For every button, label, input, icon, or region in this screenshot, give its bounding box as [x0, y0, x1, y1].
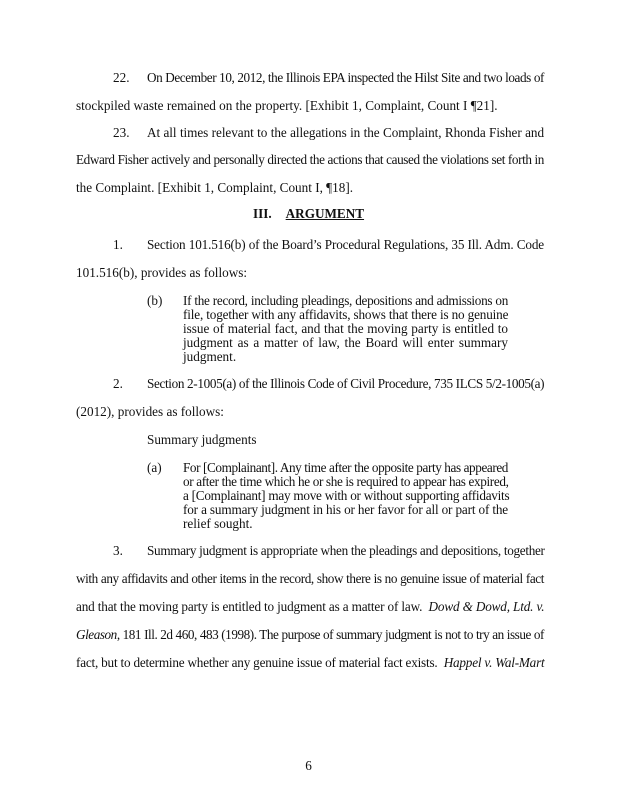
text-run: fact, but to determine whether any genuine issue of material fact exists. [76, 655, 438, 670]
paragraph-number: 23. [113, 125, 130, 140]
paragraph-22-line: On December 10, 2012, the Illinois EPA inspected the Hilst Site and two loads of [147, 70, 544, 85]
paragraph-number: 22. [113, 70, 130, 85]
paragraph-23-line: Edward Fisher actively and personally directed the actions that caused the violations set forth in [76, 152, 544, 167]
paragraph-23-line: At all times relevant to the allegations in the Complaint, Rhonda Fisher and [147, 125, 544, 140]
section-number: III. [252, 206, 272, 221]
argument-3-line [76, 599, 544, 615]
quote-label: (b) [147, 293, 163, 308]
argument-1-line: Section 101.516(b) of the Board’s Procedural Regulations, 35 Ill. Adm. Code [147, 237, 544, 252]
section-title: ARGUMENT [285, 206, 365, 221]
block-quote-line: file, together with any affidavits, shows that there is no genuine [183, 307, 509, 322]
block-quote-line: a [Complainant] may move with or without supporting affidavits [183, 488, 510, 503]
text-run: and that the moving party is entitled to judgment as a matter of law. [76, 599, 423, 614]
paragraph-23-line: the Complaint. [Exhibit 1, Complaint, Count I, ¶18]. [76, 180, 354, 195]
argument-3-line [76, 655, 544, 671]
paragraph-number: 1. [113, 237, 123, 252]
block-quote-line: judgment as a matter of law, the Board will enter summary [183, 335, 508, 350]
section-heading [0, 206, 617, 222]
quote-label: (a) [147, 460, 162, 475]
paragraph-22-line: stockpiled waste remained on the property. [Exhibit 1, Complaint, Count I ¶21]. [76, 98, 498, 113]
block-quote-line: issue of material fact, and that the moving party is entitled to [183, 321, 508, 336]
quote-caption: Summary judgments [147, 432, 257, 447]
block-quote-line: relief sought. [183, 516, 253, 531]
block-quote-line: or after the time which he or she is required to appear has expired, [183, 474, 509, 489]
paragraph-number: 3. [113, 543, 123, 558]
argument-3-line: Summary judgment is appropriate when the pleadings and depositions, together [147, 543, 545, 558]
argument-2-line: Section 2-1005(a) of the Illinois Code of Civil Procedure, 735 ILCS 5/2-1005(a) [147, 376, 545, 391]
argument-3-line [76, 627, 544, 643]
page-number: 6 [305, 758, 312, 773]
case-citation: Dowd & Dowd, Ltd. v. [428, 599, 545, 614]
paragraph-number: 2. [113, 376, 123, 391]
case-citation: Happel v. Wal-Mart [443, 655, 545, 670]
argument-1-line: 101.516(b), provides as follows: [76, 265, 248, 280]
block-quote-line: If the record, including pleadings, depositions and admissions on [183, 293, 508, 308]
text-run: , 181 Ill. 2d 460, 483 (1998). The purpose of summary judgment is not to try an issue of [116, 627, 544, 642]
argument-2-line: (2012), provides as follows: [76, 404, 224, 419]
argument-3-line: with any affidavits and other items in the record, show there is no genuine issue of material fact [76, 571, 544, 586]
block-quote-line: For [Complainant]. Any time after the opposite party has appeared [183, 460, 508, 475]
block-quote-line: judgment. [183, 349, 237, 364]
block-quote-line: for a summary judgment in his or her favor for all or part of the [183, 502, 508, 517]
case-citation: Gleason [76, 627, 117, 642]
